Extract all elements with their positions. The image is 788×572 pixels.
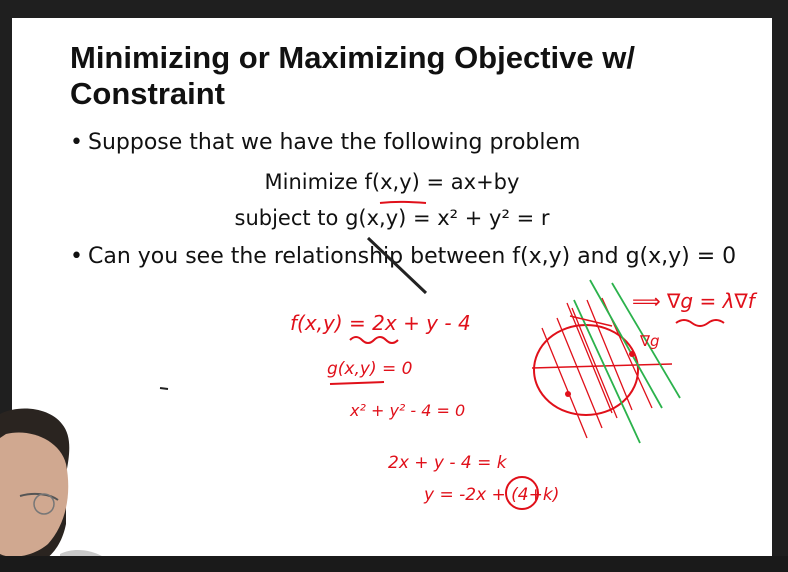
ink-eq-level: 2x + y - 4 = k — [388, 453, 507, 473]
diagram-axis-x — [532, 364, 672, 368]
diagram-hatch-lines — [542, 298, 652, 438]
bullet-dot: • — [70, 244, 83, 269]
stray-mark — [160, 388, 168, 389]
bullet-text-1: Suppose that we have the following problem — [88, 130, 581, 155]
diagram-point — [565, 391, 571, 397]
bullet-text-2: Can you see the relationship between f(x,y) and g(x,y) = 0 — [88, 244, 737, 269]
ink-squiggle-2 — [676, 320, 724, 326]
title-line-1: Minimizing or Maximizing Objective w/ — [70, 40, 635, 75]
subject-to-line: subject to g(x,y) = x² + y² = r — [234, 206, 550, 230]
ink-grad-label: ∇g — [640, 332, 660, 350]
ink-eq-line: y = -2x + (4+k) — [424, 485, 560, 505]
title-line-2: Constraint — [70, 76, 225, 111]
ink-eq-circle: x² + y² - 4 = 0 — [350, 401, 466, 420]
ink-squiggle-1 — [350, 337, 398, 343]
ink-annotations — [12, 18, 772, 556]
diagram-tangent-point — [629, 351, 635, 357]
slide-canvas — [12, 18, 772, 556]
bottom-bar — [0, 556, 788, 572]
ink-eq-gxy: g(x,y) = 0 — [327, 359, 413, 379]
pen-pointer-icon — [368, 238, 426, 293]
ink-underline-gxy — [330, 382, 384, 384]
ink-grad-equation: ⟹ ∇g = λ∇f — [632, 289, 755, 313]
bullet-dot: • — [70, 130, 83, 155]
minimize-line: Minimize f(x,y) = ax+by — [264, 170, 520, 194]
ink-eq-fxy: f(x,y) = 2x + y - 4 — [290, 311, 471, 335]
underline-fxy — [380, 202, 426, 203]
presenter-webcam — [0, 404, 118, 572]
